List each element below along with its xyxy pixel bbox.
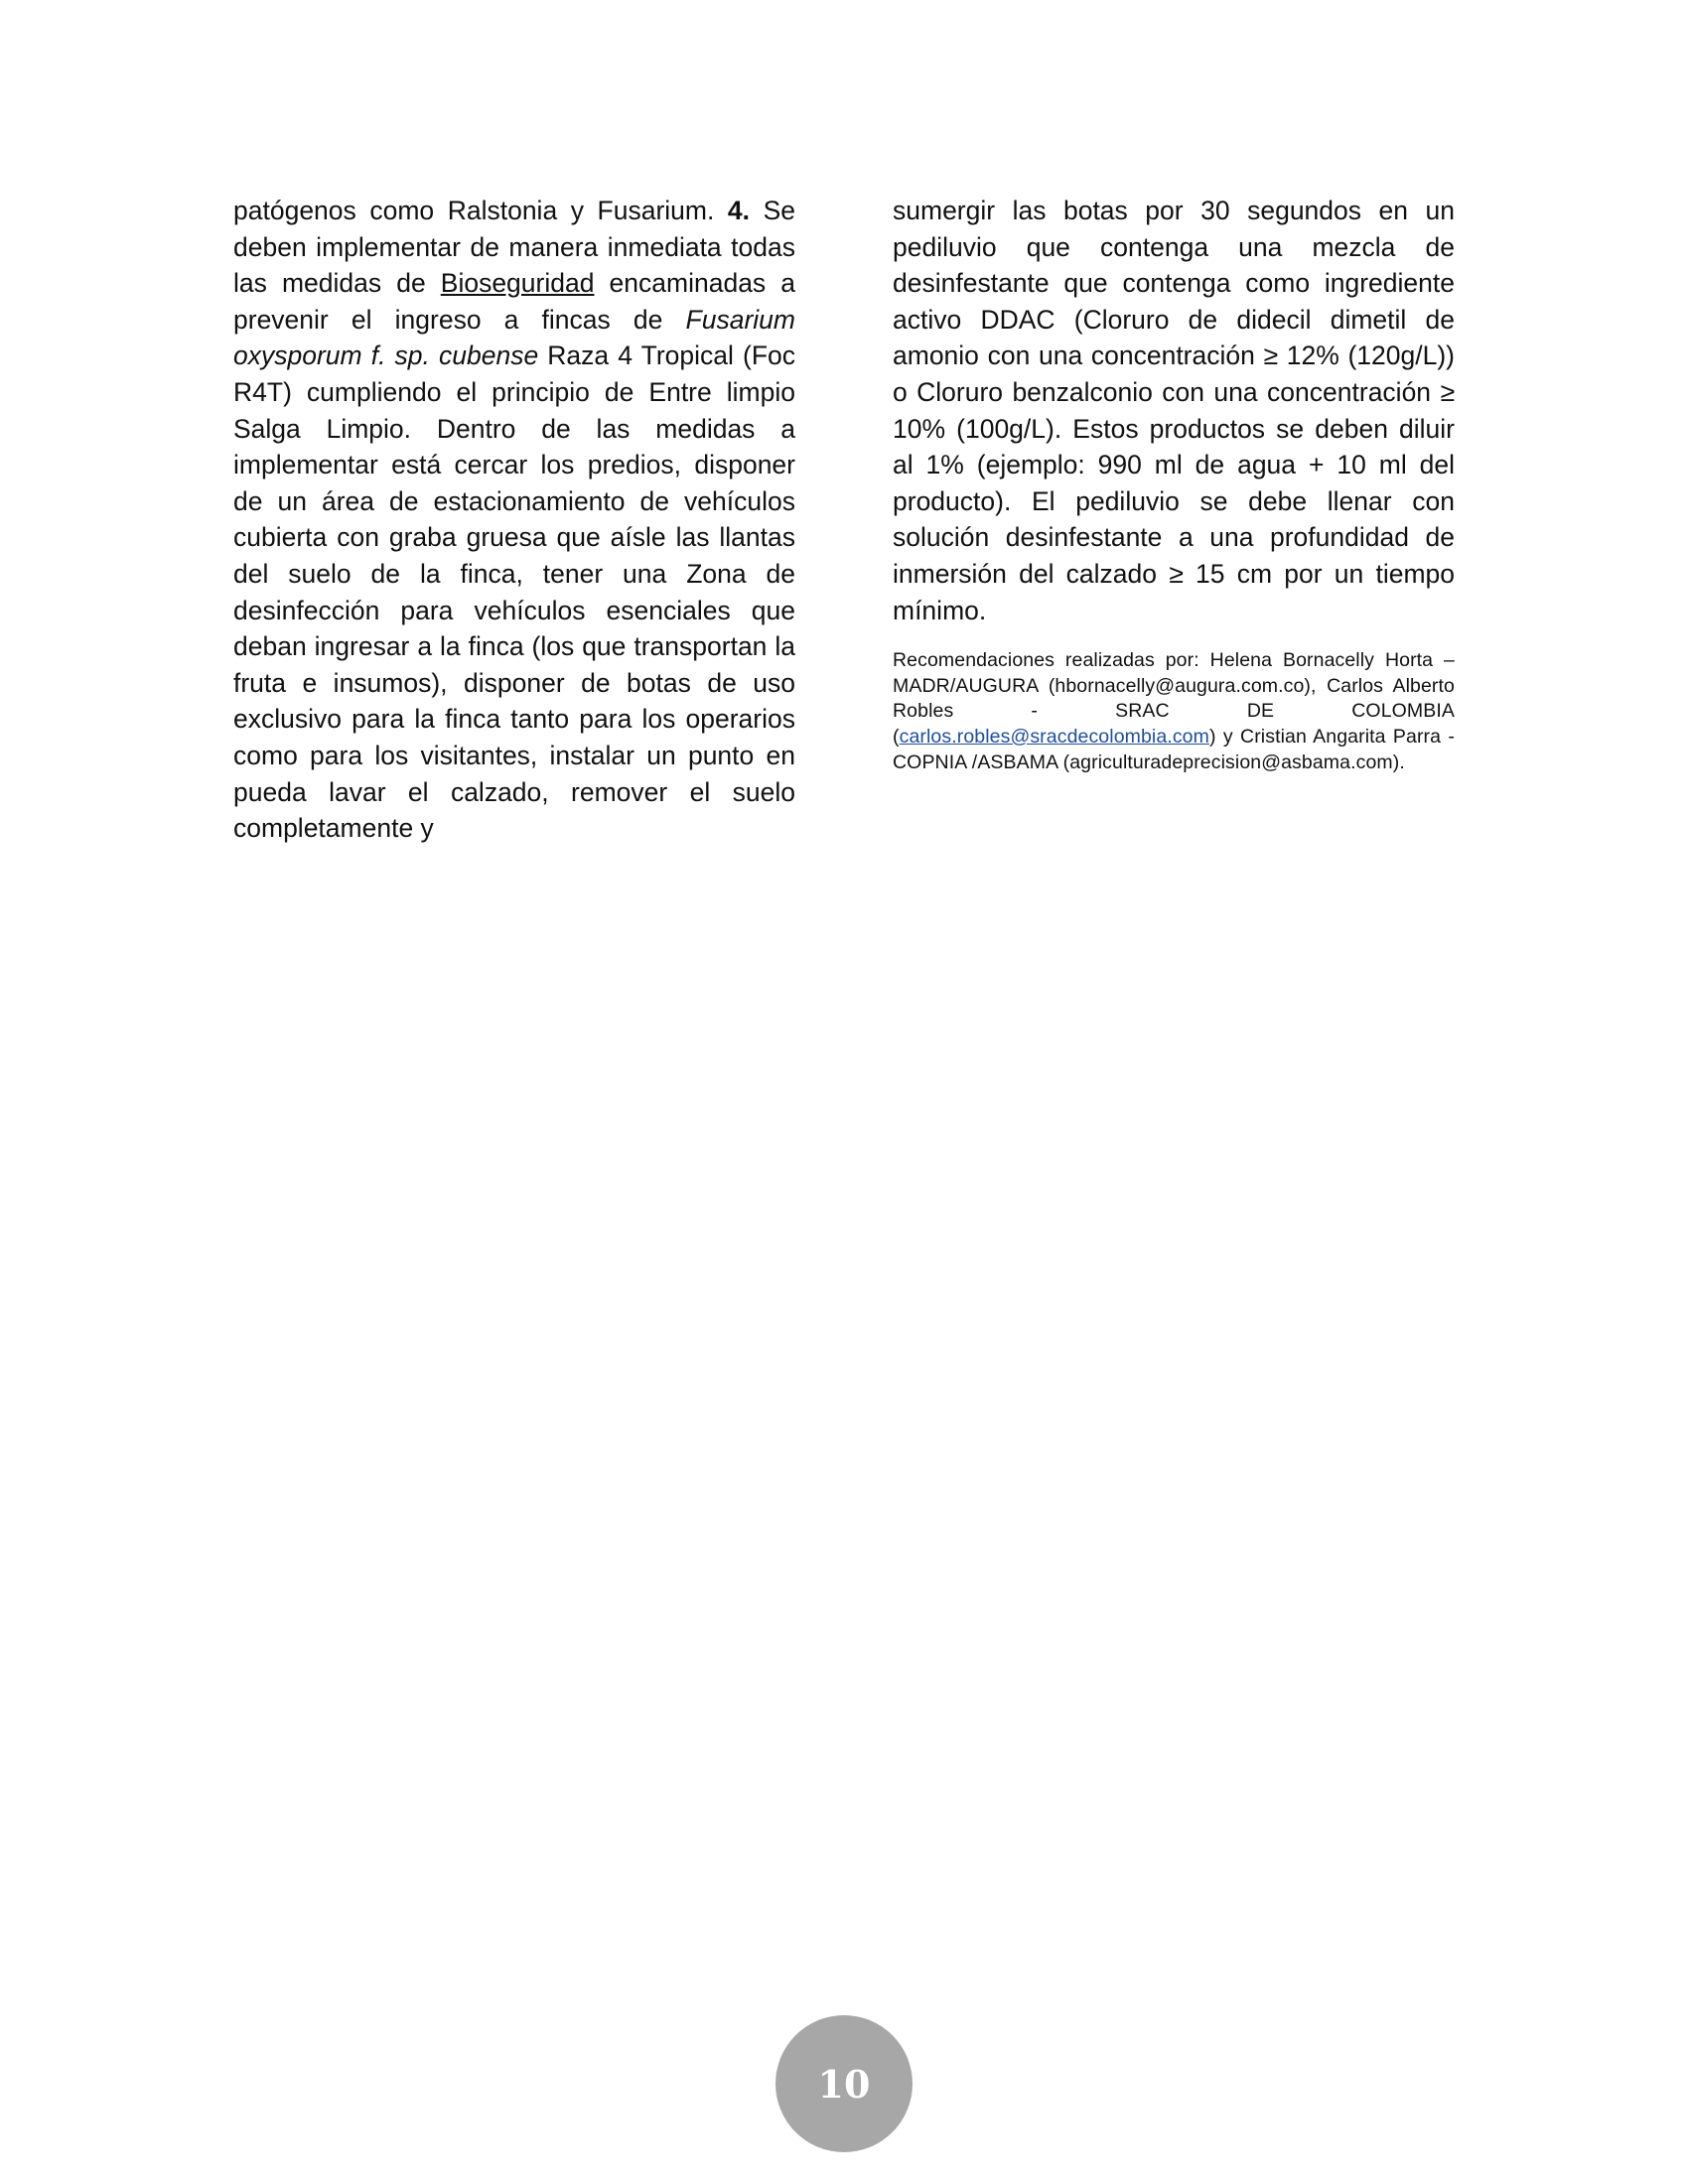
left-column (233, 193, 795, 847)
page-number-badge (775, 2015, 913, 2152)
text-segment: encaminadas a prevenir el ingreso a fincas de (233, 268, 795, 335)
text-segment: patógenos como Ralstonia y Fusarium. (233, 196, 728, 225)
text-segment: Raza 4 Tropical (Foc R4T) cumpliendo el principio de Entre limpio Salga Limpio. Dentro de las medidas a implementar está cercar los predios, disponer de un área de estacionamiento de vehículos cubierta con graba gruesa que aísle las llantas del suelo de la finca, tener una Zona de desinfección para vehículos esenciales que deban ingresar a la finca (los que transportan la fruta e insumos), disponer de botas de uso exclusivo para la finca tanto para los operarios como para los visitantes, instalar un punto en pueda lavar el calzado, remover el suelo completamente y (233, 341, 795, 844)
credits-paragraph (893, 648, 1455, 775)
right-column-paragraph: sumergir las botas por 30 segundos en un pediluvio que contenga una mezcla de desinfestante que contenga como ingrediente activo DDAC (Cloruro de didecil dimetil de amonio con una concentración ≥ 12% (120g/L)) o Cloruro benzalconio con una concentración ≥ 10% (100g/L). Estos productos se deben diluir al 1% (ejemplo: 990 ml de agua + 10 ml del producto). El pediluvio se debe llenar con solución desinfestante a una profundidad de inmersión del calzado ≥ 15 cm por un tiempo mínimo. (893, 196, 1455, 625)
bioseguridad-term: Bioseguridad (440, 268, 595, 299)
email-link[interactable]: carlos.robles@sracdecolombia.com (899, 725, 1209, 748)
right-column (893, 193, 1455, 775)
text-segment: Se deben implementar de manera inmediata todas las medidas de (233, 196, 796, 299)
list-number: 4. (727, 196, 751, 225)
left-column-paragraph (233, 193, 795, 847)
species-name: Fusarium oxysporum f. sp. cubense (233, 304, 795, 371)
credits-text: Recomendaciones realizadas por: Helena Bornacelly Horta – MADR/AUGURA (hbornacelly@augura.com.co), Carlos Alberto Robles - SRAC DE COLOMBIA ( (893, 649, 1455, 748)
page-number: 10 (817, 2061, 871, 2107)
credits-text: ) y Cristian Angarita Parra - COPNIA /ASBAMA (agriculturadeprecision@asbama.com). (893, 725, 1455, 773)
